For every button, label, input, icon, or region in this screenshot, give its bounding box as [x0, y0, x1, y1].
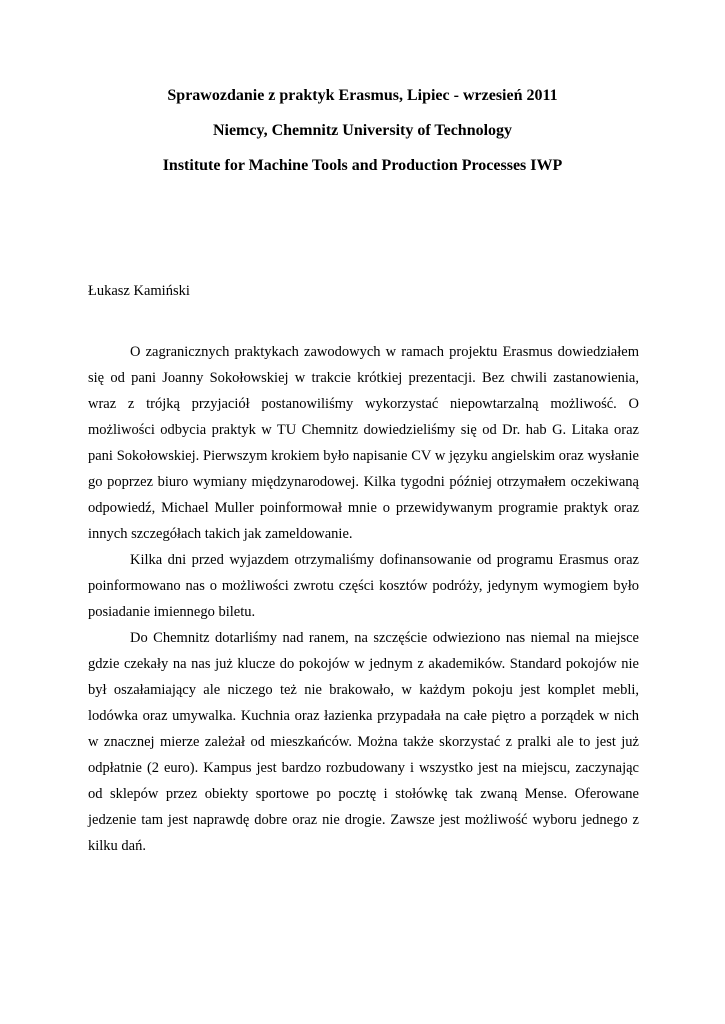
report-title: Sprawozdanie z praktyk Erasmus, Lipiec - wrzesień 2011 [167, 87, 558, 104]
paragraph: O zagranicznych praktykach zawodowych w ramach projektu Erasmus dowiedziałem się od pani Joanny Sokołowskiej w trakcie krótkiej prezentacji. Bez chwili zastanowienia, wraz z trójką przyjaciół postanowiliśmy wykorzystać niepowtarzalną możliwość. O możliwości odbycia praktyk w TU Chemnitz dowiedzieliśmy się od Dr. hab G. Litaka oraz pani Sokołowskiej. Pierwszym krokiem było napisanie CV w języku angielskim oraz wysłanie go poprzez biuro wymiany międzynarodowej. Kilka tygodni później otrzymałem oczekiwaną odpowiedź, Michael Muller poinformował mnie o przewidywanym programie praktyk oraz innych szczegółach takich jak zameldowanie. [88, 344, 639, 542]
report-body [88, 339, 639, 859]
paragraph: Kilka dni przed wyjazdem otrzymaliśmy dofinansowanie od programu Erasmus oraz poinformowano nas o możliwości zwrotu części kosztów podróży, jedynym wymogiem było posiadanie imiennego biletu. [88, 552, 639, 620]
report-subtitle-institute: Institute for Machine Tools and Production Processes IWP [162, 157, 563, 174]
author-name: Łukasz Kamiński [88, 283, 190, 299]
title-block [0, 88, 725, 193]
report-subtitle-country-university: Niemcy, Chemnitz University of Technology [212, 122, 513, 139]
paragraph: Do Chemnitz dotarliśmy nad ranem, na szczęście odwieziono nas niemal na miejsce gdzie czekały na nas już klucze do pokojów w jednym z akademików. Standard pokojów nie był oszałamiający ale niczego też nie brakowało, w każdym pokoju jest komplet mebli, lodówka oraz umywalka. Kuchnia oraz łazienka przypadała na całe piętro a porządek w nich w znacznej mierze zależał od mieszkańców. Można także skorzystać z pralki ale to jest już odpłatnie (2 euro). Kampus jest bardzo rozbudowany i wszystko jest na miejscu, zaczynając od sklepów przez obiekty sportowe po pocztę i stołówkę tak zwaną Mense. Oferowane jedzenie tam jest naprawdę dobre oraz nie drogie. Zawsze jest możliwość wyboru jednego z kilku dań. [88, 630, 639, 854]
